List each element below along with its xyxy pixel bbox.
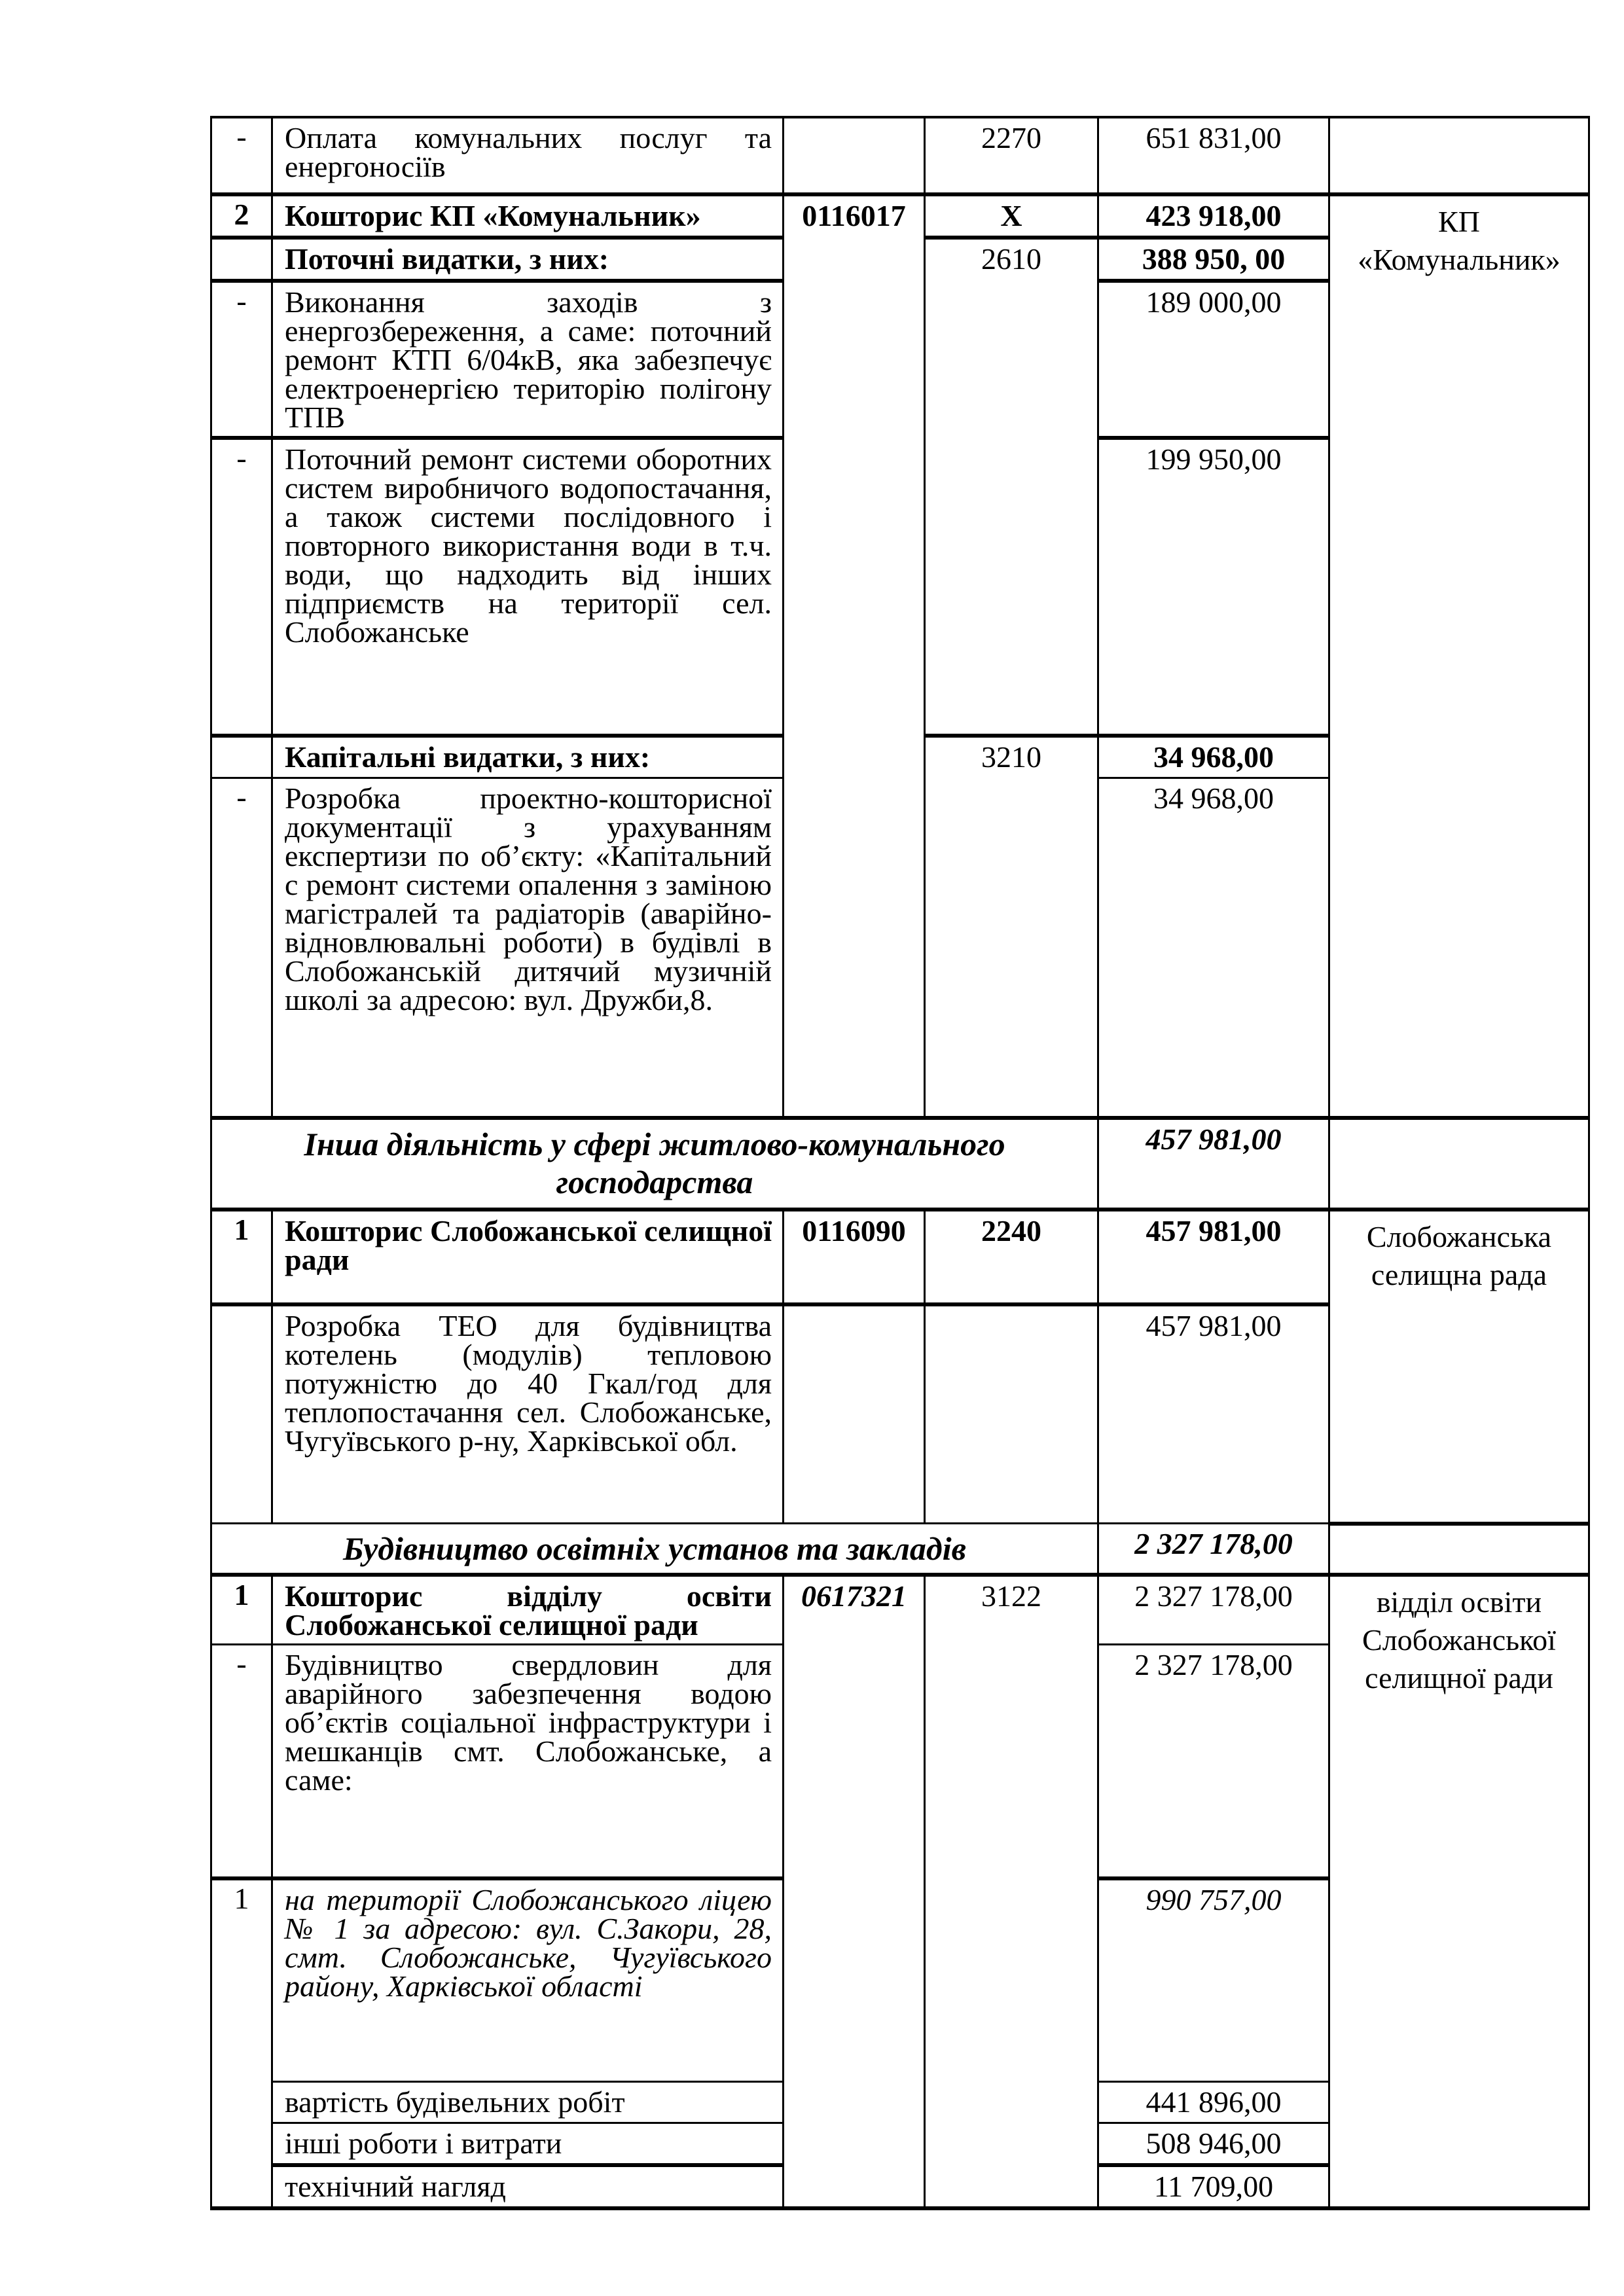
amount-cell: 423 918,00 [1098,194,1329,238]
description-cell: Поточний ремонт системи оборотних систем виробничого водопостачання, а також системи послідовного і повторного використання води в т.ч. води, що надходить від інших підприємств на території сел. Слобожанське [272,438,784,736]
amount-cell: 990 757,00 [1098,1878,1329,2082]
description-cell: на території Слобожанського ліцею № 1 за адресою: вул. С.Закори, 28, смт. Слобожанське, Чугуївського району, Харківської області [272,1878,784,2082]
kekv-code-cell: Х [925,194,1098,238]
row-number-cell: - [211,117,272,194]
amount-cell: 2 327 178,00 [1098,1645,1329,1878]
row-number-cell: 1 [211,1878,272,2209]
amount-cell: 388 950, 00 [1098,238,1329,281]
kekv-code-cell: 2240 [925,1210,1098,1304]
description-cell: Розробка проектно-кошторисної документації з урахуванням експертизи по об’єкту: «Капітальний с ремонт системи опалення з заміною магістралей та радіаторів (аварійно-відновлювальні роботи) в будівлі в Слобожанській дитячий музичній школі за адресою: вул. Дружби,8. [272,778,784,1118]
description-cell: Поточні видатки, з них: [272,238,784,281]
program-code-cell: 0617321 [784,1575,925,2208]
description-cell: Виконання заходів з енергозбереження, а саме: поточний ремонт КТП 6/04кВ, яка забезпечує електроенергією територію полігону ТПВ [272,281,784,438]
institution-cell: Слобожанська селищна рада [1329,1210,1589,1524]
description-cell: Кошторис відділу освіти Слобожанської селищної ради [272,1575,784,1645]
description-cell: Кошторис Слобожанської селищної ради [272,1210,784,1304]
institution-cell [1329,1524,1589,1575]
row-number-cell [211,238,272,281]
description-cell: вартість будівельних робіт [272,2082,784,2123]
program-code-cell [784,1304,925,1524]
amount-cell: 189 000,00 [1098,281,1329,438]
table-row [211,1575,1589,1645]
amount-cell: 34 968,00 [1098,736,1329,778]
section-heading-row [211,1118,1589,1210]
row-number-cell: - [211,281,272,438]
kekv-code-cell: 2270 [925,117,1098,194]
section-heading-cell: Будівництво освітніх установ та закладів [211,1524,1098,1575]
institution-cell: КП «Комунальник» [1329,194,1589,1118]
row-number-cell: 2 [211,194,272,238]
row-number-cell: - [211,1645,272,1878]
description-cell: Розробка ТЕО для будівництва котелень (модулів) тепловою потужністю до 40 Гкал/год для теплопостачання сел. Слобожанське, Чугуївського р-ну, Харківської обл. [272,1304,784,1524]
amount-cell: 457 981,00 [1098,1304,1329,1524]
description-cell: Кошторис КП «Комунальник» [272,194,784,238]
section-heading-cell: Інша діяльність у сфері житлово-комунального господарства [211,1118,1098,1210]
table-row [211,194,1589,238]
institution-cell [1329,1118,1589,1210]
amount-cell: 2 327 178,00 [1098,1524,1329,1575]
amount-cell: 199 950,00 [1098,438,1329,736]
amount-cell: 457 981,00 [1098,1118,1329,1210]
amount-cell: 441 896,00 [1098,2082,1329,2123]
description-cell: інші роботи і витрати [272,2123,784,2166]
institution-cell [1329,117,1589,194]
row-number-cell [211,1304,272,1524]
program-code-cell: 0116017 [784,194,925,1118]
amount-cell: 457 981,00 [1098,1210,1329,1304]
table-row [211,117,1589,194]
amount-cell: 11 709,00 [1098,2165,1329,2208]
institution-cell: відділ освіти Слобожанської селищної ради [1329,1575,1589,2208]
row-number-cell: 1 [211,1575,272,1645]
program-code-cell [784,117,925,194]
amount-cell: 508 946,00 [1098,2123,1329,2166]
row-number-cell [211,736,272,778]
description-cell: Капітальні видатки, з них: [272,736,784,778]
table-row [211,1210,1589,1304]
row-number-cell: - [211,438,272,736]
description-cell: технічний нагляд [272,2165,784,2208]
kekv-code-cell: 3122 [925,1575,1098,2208]
row-number-cell: - [211,778,272,1118]
program-code-cell: 0116090 [784,1210,925,1304]
amount-cell: 651 831,00 [1098,117,1329,194]
row-number-cell: 1 [211,1210,272,1304]
section-heading-row [211,1524,1589,1575]
kekv-code-cell: 2610 [925,238,1098,736]
budget-expenses-table [210,116,1590,2210]
description-cell: Будівництво свердловин для аварійного забезпечення водою об’єктів соціальної інфраструктури і мешканців смт. Слобожанське, а саме: [272,1645,784,1878]
kekv-code-cell: 3210 [925,736,1098,1118]
description-cell: Оплата комунальних послуг та енергоносіїв [272,117,784,194]
amount-cell: 34 968,00 [1098,778,1329,1118]
kekv-code-cell [925,1304,1098,1524]
amount-cell: 2 327 178,00 [1098,1575,1329,1645]
